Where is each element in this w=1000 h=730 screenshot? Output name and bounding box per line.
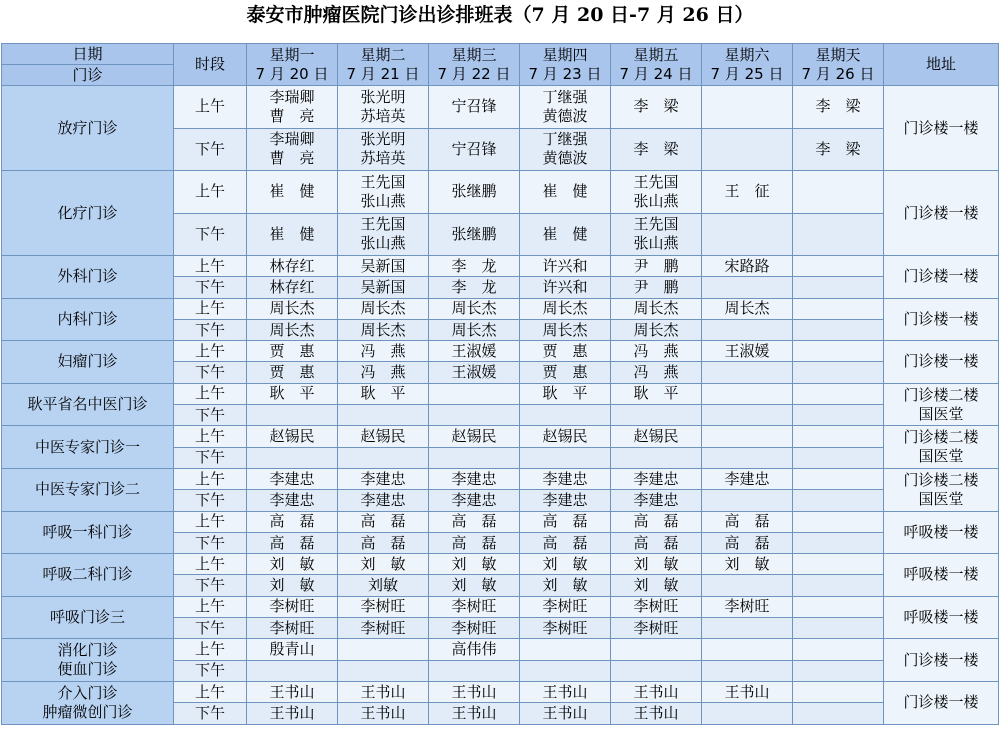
doctor-cell (702, 447, 793, 468)
doctor-cell: 李树旺 (702, 596, 793, 617)
doctor-cell: 李 梁 (793, 86, 884, 129)
doctor-cell: 赵锡民 (338, 426, 429, 447)
department-name: 放疗门诊 (2, 86, 174, 171)
doctor-cell: 王书山 (247, 703, 338, 724)
schedule-row (2, 426, 999, 447)
address-cell: 呼吸楼一楼 (884, 596, 999, 639)
header-address: 地址 (884, 44, 999, 86)
doctor-cell: 刘 敏 (611, 554, 702, 575)
doctor-cell: 高 磊 (520, 532, 611, 553)
period-label: 上午 (174, 468, 247, 489)
doctor-cell: 张继鹏 (429, 213, 520, 256)
period-label: 上午 (174, 383, 247, 404)
doctor-cell (429, 447, 520, 468)
doctor-cell: 李建忠 (611, 490, 702, 511)
department-name: 中医专家门诊二 (2, 468, 174, 511)
department-name: 内科门诊 (2, 298, 174, 341)
doctor-cell: 刘 敏 (429, 575, 520, 596)
doctor-cell: 刘 敏 (520, 554, 611, 575)
doctor-cell: 王淑媛 (429, 362, 520, 383)
doctor-cell: 耿 平 (611, 383, 702, 404)
doctor-cell: 高 磊 (247, 511, 338, 532)
doctor-cell (793, 213, 884, 256)
doctor-cell: 冯 燕 (611, 362, 702, 383)
department-name: 妇瘤门诊 (2, 341, 174, 384)
doctor-cell: 赵锡民 (611, 426, 702, 447)
doctor-cell (247, 405, 338, 426)
doctor-cell (793, 405, 884, 426)
doctor-cell: 李瑞卿 曹 亮 (247, 128, 338, 171)
doctor-cell (702, 86, 793, 129)
doctor-cell (702, 277, 793, 298)
header-day: 星期二 7 月 21 日 (338, 44, 429, 86)
doctor-cell (429, 383, 520, 404)
doctor-cell: 高 磊 (338, 511, 429, 532)
schedule-row (2, 86, 999, 129)
schedule-row (2, 171, 999, 214)
schedule-row (2, 511, 999, 532)
doctor-cell (793, 383, 884, 404)
doctor-cell: 李建忠 (611, 468, 702, 489)
doctor-cell: 丁继强 黄德波 (520, 128, 611, 171)
doctor-cell: 李建忠 (520, 468, 611, 489)
doctor-cell: 周长杰 (338, 298, 429, 319)
department-name: 耿平省名中医门诊 (2, 383, 174, 426)
header-clinic-label: 门诊 (2, 64, 173, 85)
department-name: 化疗门诊 (2, 171, 174, 256)
doctor-cell (520, 447, 611, 468)
department-name: 中医专家门诊一 (2, 426, 174, 469)
address-cell: 门诊楼一楼 (884, 341, 999, 384)
department-name: 呼吸一科门诊 (2, 511, 174, 554)
doctor-cell (429, 660, 520, 681)
doctor-cell (611, 639, 702, 660)
doctor-cell: 赵锡民 (429, 426, 520, 447)
doctor-cell: 李树旺 (611, 596, 702, 617)
doctor-cell: 高 磊 (429, 511, 520, 532)
doctor-cell: 王淑媛 (702, 341, 793, 362)
doctor-cell: 周长杰 (338, 319, 429, 340)
doctor-cell (793, 171, 884, 214)
header-date-label: 日期 (72, 45, 103, 63)
doctor-cell: 周长杰 (429, 319, 520, 340)
doctor-cell: 尹 鹏 (611, 277, 702, 298)
doctor-cell: 张光明 苏培英 (338, 86, 429, 129)
address-cell: 门诊楼一楼 (884, 639, 999, 682)
doctor-cell (793, 341, 884, 362)
period-label: 上午 (174, 554, 247, 575)
address-cell: 门诊楼一楼 (884, 171, 999, 256)
doctor-cell: 王书山 (611, 681, 702, 702)
doctor-cell (793, 532, 884, 553)
doctor-cell (793, 468, 884, 489)
doctor-cell: 李建忠 (702, 468, 793, 489)
doctor-cell: 吴新国 (338, 277, 429, 298)
doctor-cell: 王书山 (520, 681, 611, 702)
doctor-cell: 赵锡民 (247, 426, 338, 447)
doctor-cell: 张继鹏 (429, 171, 520, 214)
doctor-cell: 李 龙 (429, 256, 520, 277)
doctor-cell (611, 405, 702, 426)
doctor-cell: 李树旺 (429, 596, 520, 617)
doctor-cell: 贾 惠 (247, 362, 338, 383)
doctor-cell: 王先国 张山燕 (611, 171, 702, 214)
address-cell: 呼吸楼一楼 (884, 511, 999, 554)
doctor-cell (793, 447, 884, 468)
doctor-cell (702, 213, 793, 256)
department-name: 消化门诊 便血门诊 (2, 639, 174, 682)
doctor-cell: 李树旺 (611, 618, 702, 639)
doctor-cell (611, 447, 702, 468)
doctor-cell (702, 618, 793, 639)
department-name: 外科门诊 (2, 256, 174, 299)
period-label: 下午 (174, 319, 247, 340)
doctor-cell: 王书山 (520, 703, 611, 724)
doctor-cell: 高 磊 (520, 511, 611, 532)
doctor-cell (702, 362, 793, 383)
doctor-cell (702, 575, 793, 596)
doctor-cell: 周长杰 (520, 298, 611, 319)
doctor-cell: 宋路路 (702, 256, 793, 277)
doctor-cell: 周长杰 (247, 319, 338, 340)
doctor-cell: 王书山 (429, 681, 520, 702)
doctor-cell (793, 575, 884, 596)
period-label: 上午 (174, 256, 247, 277)
header-period: 时段 (174, 44, 247, 86)
doctor-cell (793, 639, 884, 660)
doctor-cell: 吴新国 (338, 256, 429, 277)
doctor-cell: 张光明 苏培英 (338, 128, 429, 171)
doctor-cell: 李树旺 (338, 618, 429, 639)
doctor-cell: 高 磊 (247, 532, 338, 553)
doctor-cell: 刘 敏 (520, 575, 611, 596)
doctor-cell (702, 639, 793, 660)
doctor-cell: 崔 健 (247, 213, 338, 256)
doctor-cell (793, 298, 884, 319)
doctor-cell: 王先国 张山燕 (338, 213, 429, 256)
period-label: 下午 (174, 213, 247, 256)
doctor-cell (702, 426, 793, 447)
doctor-cell: 周长杰 (429, 298, 520, 319)
doctor-cell: 李树旺 (338, 596, 429, 617)
doctor-cell: 王书山 (338, 681, 429, 702)
doctor-cell: 李 梁 (611, 86, 702, 129)
period-label: 下午 (174, 405, 247, 426)
doctor-cell: 崔 健 (247, 171, 338, 214)
doctor-cell: 尹 鹏 (611, 256, 702, 277)
period-label: 下午 (174, 575, 247, 596)
doctor-cell (793, 490, 884, 511)
doctor-cell (793, 554, 884, 575)
schedule-table-wrapper (1, 43, 999, 725)
period-label: 下午 (174, 490, 247, 511)
period-label: 上午 (174, 681, 247, 702)
address-cell: 门诊楼一楼 (884, 256, 999, 299)
doctor-cell (520, 660, 611, 681)
header-corner (2, 44, 174, 86)
doctor-cell (702, 660, 793, 681)
period-label: 下午 (174, 703, 247, 724)
doctor-cell (611, 660, 702, 681)
doctor-cell: 李树旺 (429, 618, 520, 639)
doctor-cell (793, 277, 884, 298)
doctor-cell (338, 447, 429, 468)
doctor-cell (338, 639, 429, 660)
period-label: 下午 (174, 660, 247, 681)
header-day: 星期三 7 月 22 日 (429, 44, 520, 86)
header-day: 星期天 7 月 26 日 (793, 44, 884, 86)
period-label: 下午 (174, 362, 247, 383)
address-cell: 门诊楼二楼 国医堂 (884, 468, 999, 511)
doctor-cell: 李树旺 (520, 596, 611, 617)
header-day: 星期四 7 月 23 日 (520, 44, 611, 86)
doctor-cell: 耿 平 (520, 383, 611, 404)
doctor-cell (702, 319, 793, 340)
doctor-cell (793, 362, 884, 383)
doctor-cell: 李树旺 (520, 618, 611, 639)
doctor-cell: 冯 燕 (338, 341, 429, 362)
doctor-cell: 崔 健 (520, 213, 611, 256)
doctor-cell: 李瑞卿 曹 亮 (247, 86, 338, 129)
doctor-cell (793, 319, 884, 340)
doctor-cell: 丁继强 黄德波 (520, 86, 611, 129)
period-label: 上午 (174, 86, 247, 129)
period-label: 上午 (174, 596, 247, 617)
doctor-cell: 赵锡民 (520, 426, 611, 447)
doctor-cell: 周长杰 (611, 298, 702, 319)
doctor-cell: 贾 惠 (520, 341, 611, 362)
address-cell: 门诊楼一楼 (884, 298, 999, 341)
doctor-cell: 王淑媛 (429, 341, 520, 362)
doctor-cell: 高 磊 (429, 532, 520, 553)
doctor-cell (338, 405, 429, 426)
period-label: 上午 (174, 426, 247, 447)
doctor-cell: 李建忠 (520, 490, 611, 511)
doctor-cell: 李建忠 (338, 490, 429, 511)
doctor-cell (247, 660, 338, 681)
department-name: 呼吸门诊三 (2, 596, 174, 639)
doctor-cell: 李树旺 (247, 618, 338, 639)
doctor-cell: 王先国 张山燕 (338, 171, 429, 214)
period-label: 上午 (174, 171, 247, 214)
doctor-cell (702, 383, 793, 404)
doctor-cell: 王书山 (247, 681, 338, 702)
header-day: 星期五 7 月 24 日 (611, 44, 702, 86)
doctor-cell: 周长杰 (611, 319, 702, 340)
address-cell: 门诊楼一楼 (884, 681, 999, 724)
period-label: 下午 (174, 277, 247, 298)
doctor-cell: 高 磊 (338, 532, 429, 553)
schedule-row (2, 639, 999, 660)
period-label: 上午 (174, 511, 247, 532)
doctor-cell: 高 磊 (702, 532, 793, 553)
schedule-body (2, 44, 999, 725)
doctor-cell: 王书山 (429, 703, 520, 724)
doctor-cell: 宁召锋 (429, 86, 520, 129)
doctor-cell: 冯 燕 (611, 341, 702, 362)
period-label: 下午 (174, 447, 247, 468)
doctor-cell: 宁召锋 (429, 128, 520, 171)
doctor-cell (793, 596, 884, 617)
address-cell: 门诊楼二楼 国医堂 (884, 383, 999, 426)
schedule-row (2, 341, 999, 362)
doctor-cell (793, 660, 884, 681)
doctor-cell: 刘敏 (338, 575, 429, 596)
doctor-cell: 许兴和 (520, 277, 611, 298)
doctor-cell (520, 639, 611, 660)
schedule-row (2, 383, 999, 404)
doctor-cell: 李建忠 (247, 490, 338, 511)
doctor-cell: 高 磊 (611, 511, 702, 532)
doctor-cell: 王 征 (702, 171, 793, 214)
doctor-cell: 李树旺 (247, 596, 338, 617)
doctor-cell: 李 龙 (429, 277, 520, 298)
doctor-cell: 李建忠 (429, 468, 520, 489)
doctor-cell (793, 703, 884, 724)
doctor-cell: 周长杰 (702, 298, 793, 319)
doctor-cell: 殷青山 (247, 639, 338, 660)
doctor-cell: 周长杰 (247, 298, 338, 319)
doctor-cell: 林存红 (247, 256, 338, 277)
doctor-cell: 高 磊 (702, 511, 793, 532)
doctor-cell: 李 梁 (793, 128, 884, 171)
doctor-cell (520, 405, 611, 426)
doctor-cell: 刘 敏 (247, 554, 338, 575)
doctor-cell (702, 128, 793, 171)
doctor-cell: 耿 平 (247, 383, 338, 404)
doctor-cell: 李建忠 (429, 490, 520, 511)
schedule-row (2, 298, 999, 319)
doctor-cell (702, 703, 793, 724)
page-title: 泰安市肿瘤医院门诊出诊排班表（7 月 20 日-7 月 26 日） (246, 4, 754, 26)
department-name: 呼吸二科门诊 (2, 554, 174, 597)
schedule-row (2, 256, 999, 277)
doctor-cell (793, 256, 884, 277)
period-label: 下午 (174, 532, 247, 553)
doctor-cell (338, 660, 429, 681)
doctor-cell (793, 618, 884, 639)
doctor-cell (702, 405, 793, 426)
doctor-cell: 王书山 (338, 703, 429, 724)
address-cell: 门诊楼二楼 国医堂 (884, 426, 999, 469)
period-label: 下午 (174, 128, 247, 171)
doctor-cell: 耿 平 (338, 383, 429, 404)
doctor-cell (247, 447, 338, 468)
period-label: 上午 (174, 639, 247, 660)
doctor-cell: 林存红 (247, 277, 338, 298)
address-cell: 呼吸楼一楼 (884, 554, 999, 597)
doctor-cell (702, 490, 793, 511)
header-row (2, 44, 999, 86)
schedule-table (1, 43, 999, 725)
header-day: 星期六 7 月 25 日 (702, 44, 793, 86)
doctor-cell: 王先国 张山燕 (611, 213, 702, 256)
doctor-cell: 李 梁 (611, 128, 702, 171)
doctor-cell: 许兴和 (520, 256, 611, 277)
doctor-cell: 高 磊 (611, 532, 702, 553)
doctor-cell: 王书山 (611, 703, 702, 724)
department-name: 介入门诊 肿瘤微创门诊 (2, 681, 174, 724)
doctor-cell (793, 511, 884, 532)
schedule-row (2, 681, 999, 702)
doctor-cell (793, 426, 884, 447)
doctor-cell (429, 405, 520, 426)
schedule-row (2, 596, 999, 617)
doctor-cell: 刘 敏 (247, 575, 338, 596)
period-label: 下午 (174, 618, 247, 639)
doctor-cell: 刘 敏 (702, 554, 793, 575)
doctor-cell: 王书山 (702, 681, 793, 702)
doctor-cell: 刘 敏 (611, 575, 702, 596)
schedule-row (2, 468, 999, 489)
period-label: 上午 (174, 298, 247, 319)
doctor-cell: 冯 燕 (338, 362, 429, 383)
doctor-cell: 贾 惠 (520, 362, 611, 383)
address-cell: 门诊楼一楼 (884, 86, 999, 171)
doctor-cell: 刘 敏 (338, 554, 429, 575)
doctor-cell: 高伟伟 (429, 639, 520, 660)
doctor-cell (793, 681, 884, 702)
doctor-cell: 刘 敏 (429, 554, 520, 575)
doctor-cell: 贾 惠 (247, 341, 338, 362)
schedule-row (2, 554, 999, 575)
doctor-cell: 李建忠 (247, 468, 338, 489)
doctor-cell: 周长杰 (520, 319, 611, 340)
doctor-cell: 崔 健 (520, 171, 611, 214)
period-label: 上午 (174, 341, 247, 362)
header-day: 星期一 7 月 20 日 (247, 44, 338, 86)
doctor-cell: 李建忠 (338, 468, 429, 489)
